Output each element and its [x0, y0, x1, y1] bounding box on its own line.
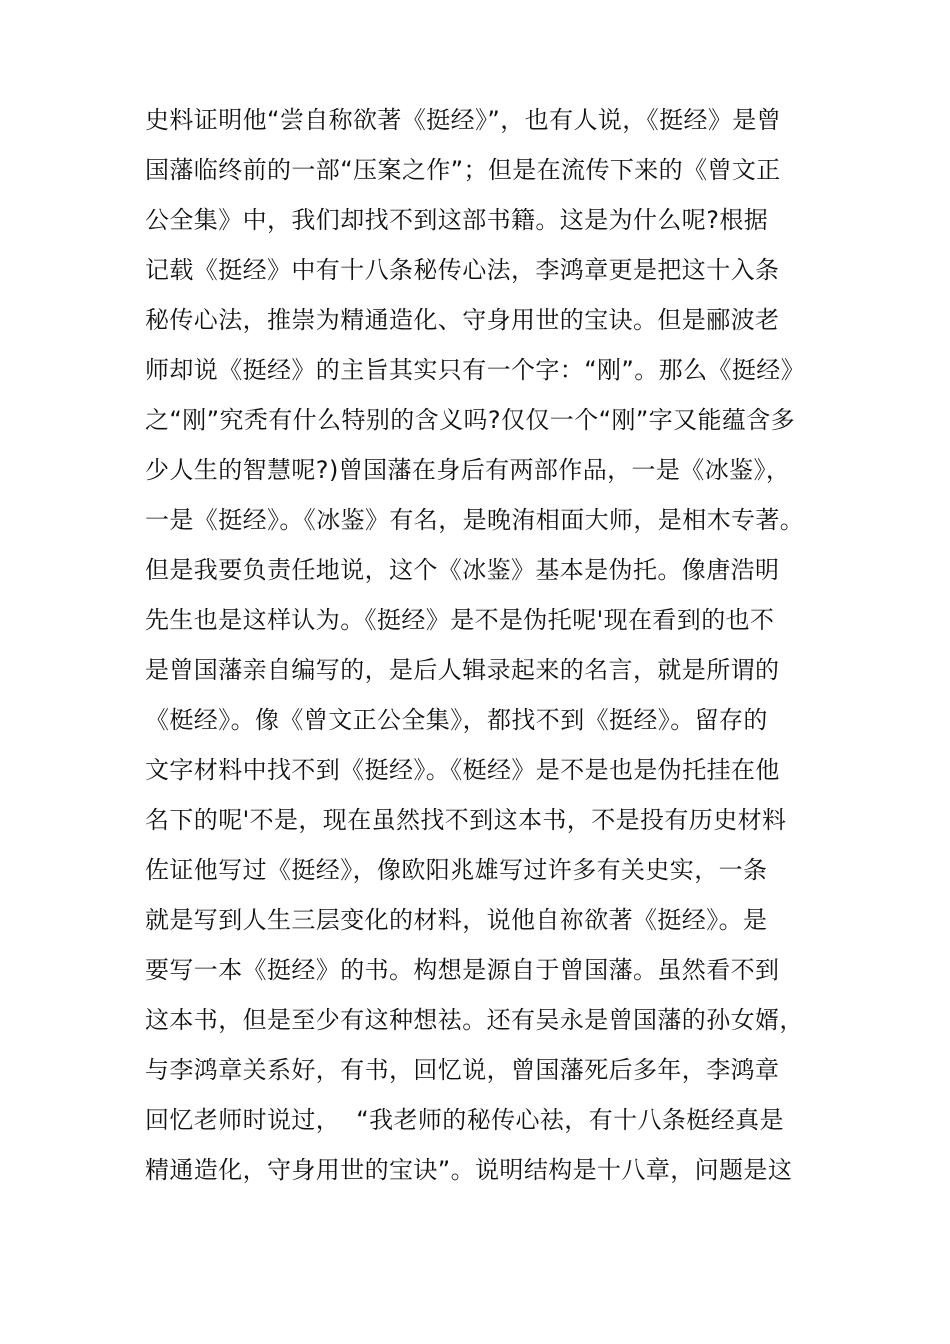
text-line: 秘传心法，推崇为精通造化、守身用世的宝诀。但是郦波老 [145, 306, 780, 334]
text-line: 公全集》中，我们却找不到这部书籍。这是为什么呢?根据 [145, 206, 769, 234]
text-line: 佐证他写过《挺经》，像欧阳兆雄写过许多有关史实，一条 [145, 856, 768, 884]
text-line: 精通造化，守身用世的宝诀”。说明结构是十八章，问题是这 [145, 1156, 793, 1184]
text-line: 回忆老师时说过， “我老师的秘传心祛，有十八条梃经真是 [145, 1106, 784, 1134]
text-line: 但是我要负责任地说，这个《冰鉴》基本是伪托。像唐浩明 [145, 556, 780, 584]
text-line: 是曾国藩亲自编写的，是后人辑录起来的名言，就是所谓的 [145, 656, 780, 684]
text-line: 文字材料中找不到《挺经》。《梃经》是不是也是伪托挂在他 [145, 756, 780, 784]
text-line: 与李鸿章关系好，有书，回忆说，曾国藩死后多年，李鸿章 [145, 1056, 780, 1084]
text-line: 这本书，但是至少有这种想祛。还有吴永是曾国藩的孙女婿， [145, 1006, 804, 1034]
text-line: 先生也是这样认为。《挺经》是不是伪托呢'现在看到的也不 [145, 606, 775, 634]
text-line: 名下的呢'不是，现在虽然找不到这本书，不是投有历史材料 [145, 806, 787, 834]
text-line: 就是写到人生三层变化的材料，说他自祢欲著《挺经》。是 [145, 906, 768, 934]
text-line: 国藩临终前的一部“压案之作”；但是在流传下来的《曾文正 [145, 156, 781, 184]
body-text [145, 95, 825, 1195]
text-line: 一是《挺经》。《冰鉴》有名，是晚洧相面大师，是相木专著。 [145, 506, 805, 534]
text-line: 之“刚”究秃有什么特别的含义吗?仅仅一个“刚”字又能蕴含多 [145, 406, 796, 434]
text-line: 史料证明他“尝自称欲著《挺经》”，也有人说，《挺经》是曾 [145, 106, 782, 134]
text-line: 《梃经》。像《曾文正公全集》，都找不到《挺经》。留存的 [145, 706, 768, 734]
text-line: 记载《挺经》中有十八条秘传心法，李鸿章更是把这十入条 [145, 256, 780, 284]
text-line: 要写一本《挺经》的书。构想是源自于曾国藩。虽然看不到 [145, 956, 780, 984]
text-line: 师却说《挺经》的主旨其实只有一个字：“刚”。那么《挺经》 [145, 356, 806, 384]
text-line: 少人生的智慧呢?)曾国藩在身后有两部作品，一是《冰鉴》， [145, 456, 791, 484]
